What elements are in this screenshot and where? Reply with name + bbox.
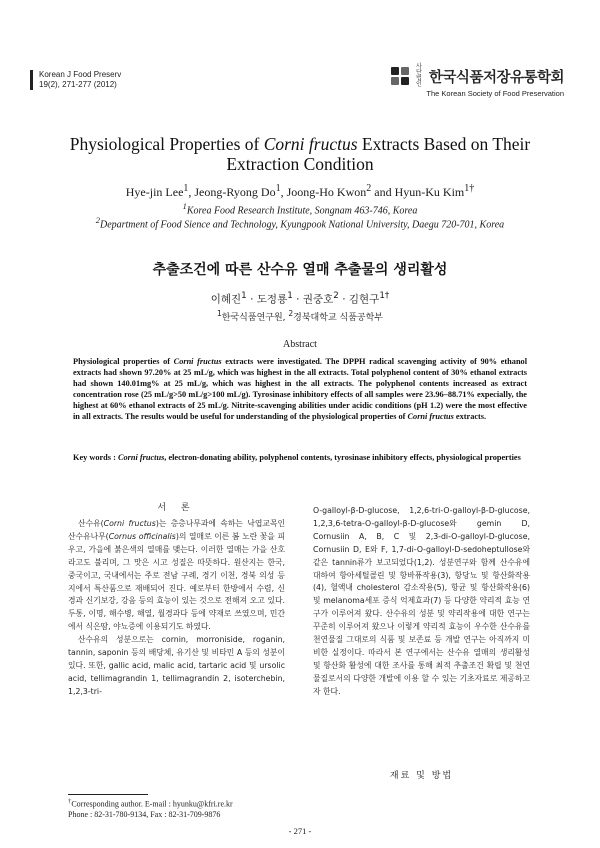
abstract-heading: Abstract <box>283 339 317 350</box>
korean-author-list: 이혜진$^1$ · 도정룡$^1$ · 권중호$^2$ · 김현구$^{1\dagger}$ <box>210 291 390 306</box>
body-column-left <box>68 518 285 699</box>
affiliation-1: $^1$Korea Food Research Institute, Songnam 463-746, Korea <box>182 202 418 217</box>
society-logo-icon <box>391 67 409 85</box>
page-number: - 271 - <box>288 826 312 836</box>
author-list: Hye-jin Lee$^1$, Jeong-Ryong Do$^1$, Joong-Ho Kwon$^2$ and Hyun-Ku Kim$^{1\dagger}$ <box>125 183 475 199</box>
affiliation-2: $^2$Department of Food Sience and Technology, Kyungpook National University, Daegu 720-701, Korea <box>95 216 505 231</box>
keywords: Key words : Corni fructus, electron-donating ability, polyphenol contents, tyrosinase inhibitory effects, physiological properties <box>73 453 521 462</box>
footnote-divider <box>68 794 148 795</box>
korean-affiliations: $^1$한국식품연구원, $^2$경북대학교 식품공학부 <box>217 309 383 323</box>
journal-name: Korean J Food Preserv <box>39 70 122 79</box>
keywords-label: Key words <box>73 453 112 462</box>
journal-volume: 19(2), 271-277 (2012) <box>39 80 117 89</box>
society-tag: 사단 법인 <box>416 64 422 88</box>
body-paragraph: O-galloyl-β-D-glucose, 1,2,6-tri-O-galloyl-β-D-glucose, 1,2,3,6-tetra-O-galloyl-β-D-glucose와 gemin D, Cornusiin A, B, C 및 2,3-di-O-galloyl-D-glucose, Cornusiin D, E와 F, 1,7-di-O-galloyl-D-sedoheptullose와 같은 tannin류가 보고되었다(1,2). 성분연구와 함께 산수유에 대하여 항아세틸콜린 및 항바퓨작용(3), 항당뇨 및 항산화작용(4), 혈액내 cholesterol 감소작용(5), 항균 및 항산화작용(6) 및 melanoma세포 증식 억제효과(7) 등 다양한 약리적 효능 연구가 이루어져 왔다. 산수유의 성분 및 약리작용에 대한 연구는 꾸준히 이루어져 왔으나 이렇게 약리적 효능이 우수한 산수유를 천연물질 그대로의 식품 및 보존료 등 개발 연구는 아직까지 미비한 실정이다. 따라서 본 연구에서는 산수유 열매의 생리활성 및 항산화 활성에 대한 조사를 통해 최적 추출조건 확립 및 천연물질로서의 다양한 개발에 이용 할 수 있는 기초자료로 제공하고자 한다. <box>313 506 530 696</box>
korean-title: 추출조건에 따른 산수유 열매 추출물의 생리활성 <box>152 262 448 278</box>
society-name-english: The Korean Society of Food Preservation <box>426 89 564 98</box>
corresponding-author-footnote: †Corresponding author. E-mail : hyunku@kfri.re.kr Phone : 82-31-780-9134, Fax : 82-31-709-9876 <box>68 798 233 819</box>
body-paragraph: 산수유(Corni fructus)는 층층나무과에 속하는 낙엽교목인 산수유나무(Cornus officinalis)의 열매로 이른 봄 노란 꽃을 피우고, 가을에 붉은색의 열매를 맺는다. 이러한 열매는 가을 산호라고도 불리며, 그 맛은 시고 성질은 따뜻하다. 원산지는 한국, 중국이고, 국내에서는 주로 전남 구례, 경기 이천, 경북 의성 등지에서 특산품으로 재배되어 진다. 예로부터 한방에서 수렴, 신경과 신기보강, 강음 등의 효능이 있는 것으로 전해져 오고 있다. 두통, 이명, 해수병, 해열, 월경과다 등에 약재로 쓰였으며, 민간에서 식은땀, 야뇨증에 이용되기도 하였다. <box>68 519 286 632</box>
section-heading-introduction: 서 론 <box>157 503 196 513</box>
body-paragraph: 산수유의 성분으로는 cornin, morroniside, roganin, tannin, saponin 등의 배당체, 유기산 및 비타민 A 등의 성분이 있다. 또한, gallic acid, malic acid, tartaric acid 및 ursolic acid, tellimagrandin 1, tellimagrandin 2, isoterchebin, 1,2,3-tri- <box>68 635 285 696</box>
society-name-korean: 한국식품저장유통학회 <box>428 69 564 86</box>
society-header <box>344 64 564 98</box>
paper-title: Physiological Properties of Corni fructus Extracts Based on Their Extraction Condition <box>69 134 531 174</box>
abstract-text: Physiological properties of Corni fructus extracts were investigated. The DPPH radical scavenging activity of 90% ethanol extracts had shown 97.20% at 25 mL/g, which was highest in the all extracts. Total polyphenol content of 30% ethanol extracts had shown 140.01mg% at 25 mL/g, which was highest in the all extracts. The polyphenol contents increased as extract concentration rose (25 mL/g>50 mL/g>100 mL/g). Tyrosinase inhibitory effects of all samples were 23.96–88.71% expecially, the highest at 60% ethanol extracts of 25 mL/g. Nitrite-scavenging abilities under acidic conditions (pH 1.2) were the most effective in all extracts. The results would be useful for understanding of the physiological properties of Corni fructus extracts. <box>73 357 528 421</box>
title-species: Corni fructus <box>263 134 358 154</box>
section-heading-methods: 재료 및 방법 <box>389 771 454 781</box>
body-column-right <box>313 505 530 699</box>
journal-citation <box>30 70 190 90</box>
